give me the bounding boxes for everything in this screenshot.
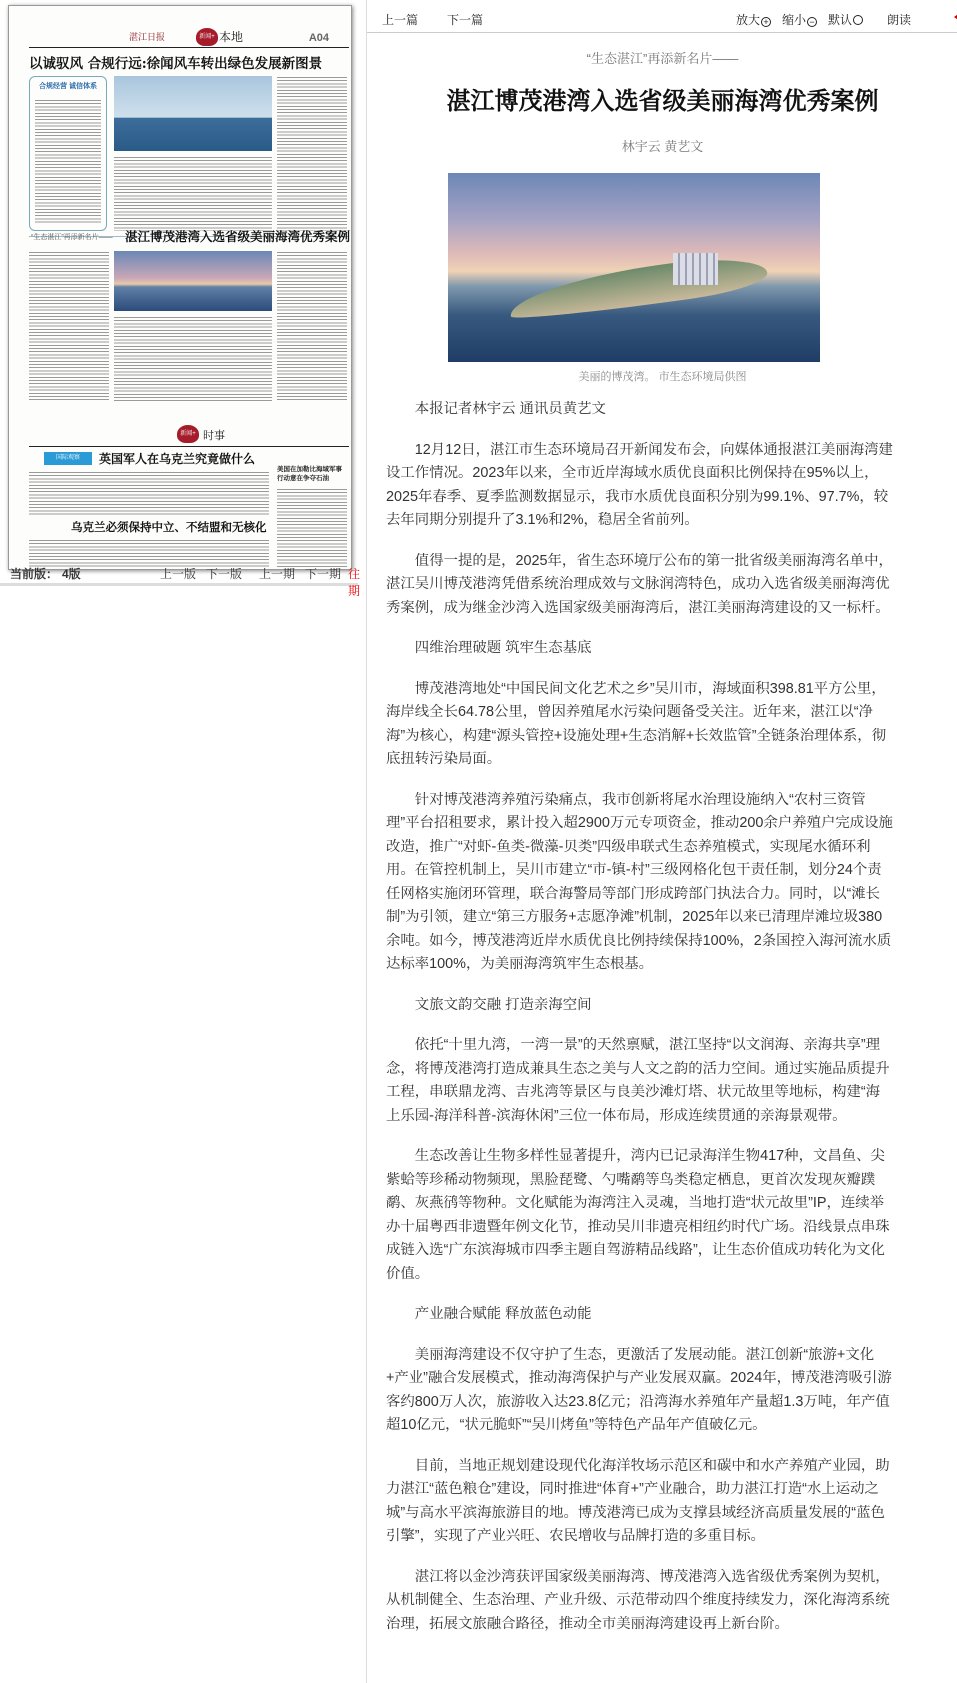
text-block bbox=[35, 99, 101, 224]
section-name: 本地 bbox=[219, 30, 244, 44]
read-aloud-button[interactable] bbox=[887, 11, 911, 28]
archive-link[interactable]: 往期 bbox=[348, 567, 361, 598]
paragraph: 12月12日，湛江市生态环境局召开新闻发布会，向媒体通报湛江美丽海湾建设工作情况。2023年以来，全市近岸海域水质优良面积比例保持在95%以上，2025年春季、夏季监测数据显示，我市水质优良面积分别为99.1%、97.7%，较去年同期分别提升了3.1%和2%，稳居全省前列。 bbox=[386, 441, 893, 528]
subheading: 产业融合赋能 释放蓝色动能 bbox=[414, 1306, 592, 1322]
text-block bbox=[114, 156, 272, 231]
next-issue-link[interactable]: 下一期 bbox=[305, 567, 342, 581]
default-label: 默认 bbox=[828, 13, 853, 27]
bay-photo-thumb[interactable] bbox=[114, 251, 272, 311]
minus-circle-icon: − bbox=[807, 17, 817, 27]
next-article-link[interactable]: 下一篇 bbox=[447, 13, 484, 27]
paragraph: 值得一提的是，2025年，省生态环境厅公布的第一批省级美丽海湾名单中，湛江吴川博茂港湾凭借系统治理成效与文脉润湾特色，成功入选省级美丽海湾优秀案例，成为继金沙湾入选国家级美丽海湾后，湛江美丽海湾建设的又一标杆。 bbox=[386, 552, 893, 616]
prev-article-link[interactable]: 上一篇 bbox=[382, 13, 419, 27]
sidebar-box bbox=[29, 76, 107, 231]
headline-uk[interactable]: 英国军人在乌克兰究竟做什么 bbox=[99, 452, 256, 466]
page-number: A04 bbox=[308, 32, 329, 44]
zoom-in-button[interactable] bbox=[736, 11, 771, 28]
subheading: 文旅文韵交融 打造亲海空间 bbox=[414, 996, 592, 1013]
text-block bbox=[277, 488, 347, 568]
article-author: 林宇云 黄艺文 bbox=[621, 139, 704, 154]
paragraph: 美丽海湾建设不仅守护了生态，更激活了发展动能。湛江创新“旅游+文化+产业”融合发展模式，推动海湾保护与产业发展双赢。2024年，博茂港湾吸引游客约800万人次，旅游收入达23.8亿元；沿湾海水养殖年产量超1.3万吨，年产值超10亿元，“状元脆虾”“吴川烤鱼”等特色产品年产值破亿元。 bbox=[386, 1346, 892, 1433]
byline: 本报记者林宇云 通讯员黄艺文 bbox=[414, 401, 606, 417]
coastline-shape bbox=[507, 250, 770, 324]
paragraph: 生态改善让生物多样性显著提升，湾内已记录海洋生物417种，文昌鱼、尖紫蛤等珍稀动物频现，黑脸琵鹭、勺嘴鹬等鸟类稳定栖息，更首次发现灰瓣蹼鹬、灰燕鸻等物种。文化赋能为海湾注入灵魂，当地打造“状元故里”IP，连续举办十届粤西非遗暨年例文化节，推动吴川非遗亮相纽约时代广场。沿线景点串珠成链入选“广东滨海城市四季主题自驾游精品线路”，让生态价值成功转化为文化价值。 bbox=[386, 1148, 890, 1282]
buildings-shape bbox=[673, 253, 718, 285]
paragraph: 针对博茂港湾养殖污染痛点，我市创新将尾水治理设施纳入“农村三资管理”平台招租要求，累计投入超2900万元专项资金，推动200余户养殖户完成设施改造，推广“对虾-鱼类-微藻-贝类”四级串联式生态养殖模式，实现尾水循环利用。在管控机制上，吴川市建立“市-镇-村”三级网格化包干责任制，划分24个责任网格实施闭环管理，联合海警局等部门形成跨部门执法合力。同时，以“滩长制”为引领，建立“第三方服务+志愿净滩”机制，2025年以来已清理岸滩垃圾380余吨。如今，博茂港湾近岸水质优良比例持续保持100%，2条国控入海河流水质达标率100%，为美丽海湾筑牢生态根基。 bbox=[386, 791, 893, 972]
paragraph: 湛江将以金沙湾获评国家级美丽海湾、博茂港湾入选省级优秀案例为契机，从机制健全、生态治理、产业升级、示范带动四个维度持续发力，深化海湾系统治理，拓展文旅融合路径，推动全市美丽海湾建设再上新台阶。 bbox=[386, 1568, 890, 1632]
headline-ukraine[interactable]: 乌克兰必须保持中立、不结盟和无核化 bbox=[71, 520, 267, 534]
text-block bbox=[114, 316, 272, 401]
subheading: 四维治理破题 筑牢生态基底 bbox=[414, 640, 592, 656]
wind-turbine-photo[interactable] bbox=[114, 76, 272, 151]
article-body bbox=[386, 398, 893, 1653]
paragraph: 博茂港湾地处“中国民间文化艺术之乡”吴川市，海域面积398.81平方公里，海岸线全长64.78公里，曾因养殖尾水污染问题备受关注。近年来，湛江以“净海”为核心，构建“源头管控+设施处理+生态消解+长效监管”全链条治理体系，彻底扭转污染局面。 bbox=[386, 680, 887, 767]
prev-issue-link[interactable]: 上一期 bbox=[259, 567, 296, 581]
paragraph: 目前，当地正规划建设现代化海洋牧场示范区和碳中和水产养殖产业园，助力湛江“蓝色粮仓”建设，同时推进“体育+”产业融合，助力湛江打造“水上运动之城”与高水平滨海旅游目的地。博茂港湾已成为支撑县域经济高质量发展的“蓝色引擎”，实现了产业兴旺、农民增收与品牌打造的多重目标。 bbox=[386, 1457, 890, 1544]
next-edition-link[interactable]: 下一版 bbox=[206, 567, 243, 581]
news-plus-badge: 新闻+ bbox=[177, 425, 199, 443]
left-panel bbox=[0, 0, 361, 600]
section-name-2: 时事 bbox=[203, 430, 225, 442]
newspaper-page-thumbnail[interactable] bbox=[8, 5, 352, 570]
news-plus-badge: 新闻+ bbox=[196, 28, 218, 46]
zoom-out-label: 缩小 bbox=[782, 13, 807, 27]
current-edition-label: 当前版： bbox=[10, 567, 59, 581]
circle-icon bbox=[853, 15, 863, 25]
text-block bbox=[277, 251, 347, 401]
article-toolbar bbox=[367, 0, 957, 33]
text-block bbox=[277, 76, 347, 231]
plus-circle-icon: + bbox=[761, 17, 771, 27]
article-kicker: “生态湛江”再添新名片—— bbox=[586, 51, 739, 66]
article-title: 湛江博茂港湾入选省级美丽海湾优秀案例 bbox=[446, 88, 879, 115]
box-title: 合规经营 诚信体系 bbox=[39, 83, 97, 90]
prev-edition-link[interactable]: 上一版 bbox=[160, 567, 197, 581]
intl-tag: 国际观察 bbox=[44, 452, 92, 465]
kicker-thumb: “生态湛江”再添新名片—— bbox=[31, 234, 113, 241]
text-block bbox=[29, 471, 269, 516]
default-size-button[interactable] bbox=[828, 11, 863, 28]
read-label: 朗读 bbox=[887, 13, 912, 27]
edition-nav bbox=[0, 560, 361, 598]
headline-wind[interactable]: 以诚驭风 合规行远:徐闻风车转出绿色发展新图景 bbox=[29, 56, 323, 72]
masthead bbox=[29, 26, 349, 48]
article-panel bbox=[366, 0, 957, 1683]
zoom-out-button[interactable] bbox=[782, 11, 817, 28]
article-photo bbox=[448, 173, 820, 362]
divider bbox=[29, 446, 349, 447]
masthead-logo: 湛江日报 bbox=[129, 33, 166, 43]
headline-bay[interactable]: 湛江博茂港湾入选省级美丽海湾优秀案例 bbox=[125, 229, 351, 244]
current-edition-value: 4版 bbox=[62, 567, 81, 581]
paragraph: 依托“十里九湾，一湾一景”的天然禀赋，湛江坚持“以文润海、亲海共享”理念，将博茂港湾打造成兼具生态之美与人文之韵的活力空间。通过实施品质提升工程，串联鼎龙湾、吉兆湾等景区与良美沙滩灯塔、状元故里等地标，构建“海上乐园-海洋科普-滨海休闲”三位一体布局，形成连续贯通的亲海景观带。 bbox=[386, 1037, 890, 1124]
side-headline[interactable]: 美国在加勒比海域军事行动意在争夺石油 bbox=[277, 466, 342, 482]
photo-caption: 美丽的博茂湾。 市生态环境局供图 bbox=[578, 371, 747, 383]
zoom-in-label: 放大 bbox=[736, 13, 761, 27]
text-block bbox=[29, 251, 109, 401]
